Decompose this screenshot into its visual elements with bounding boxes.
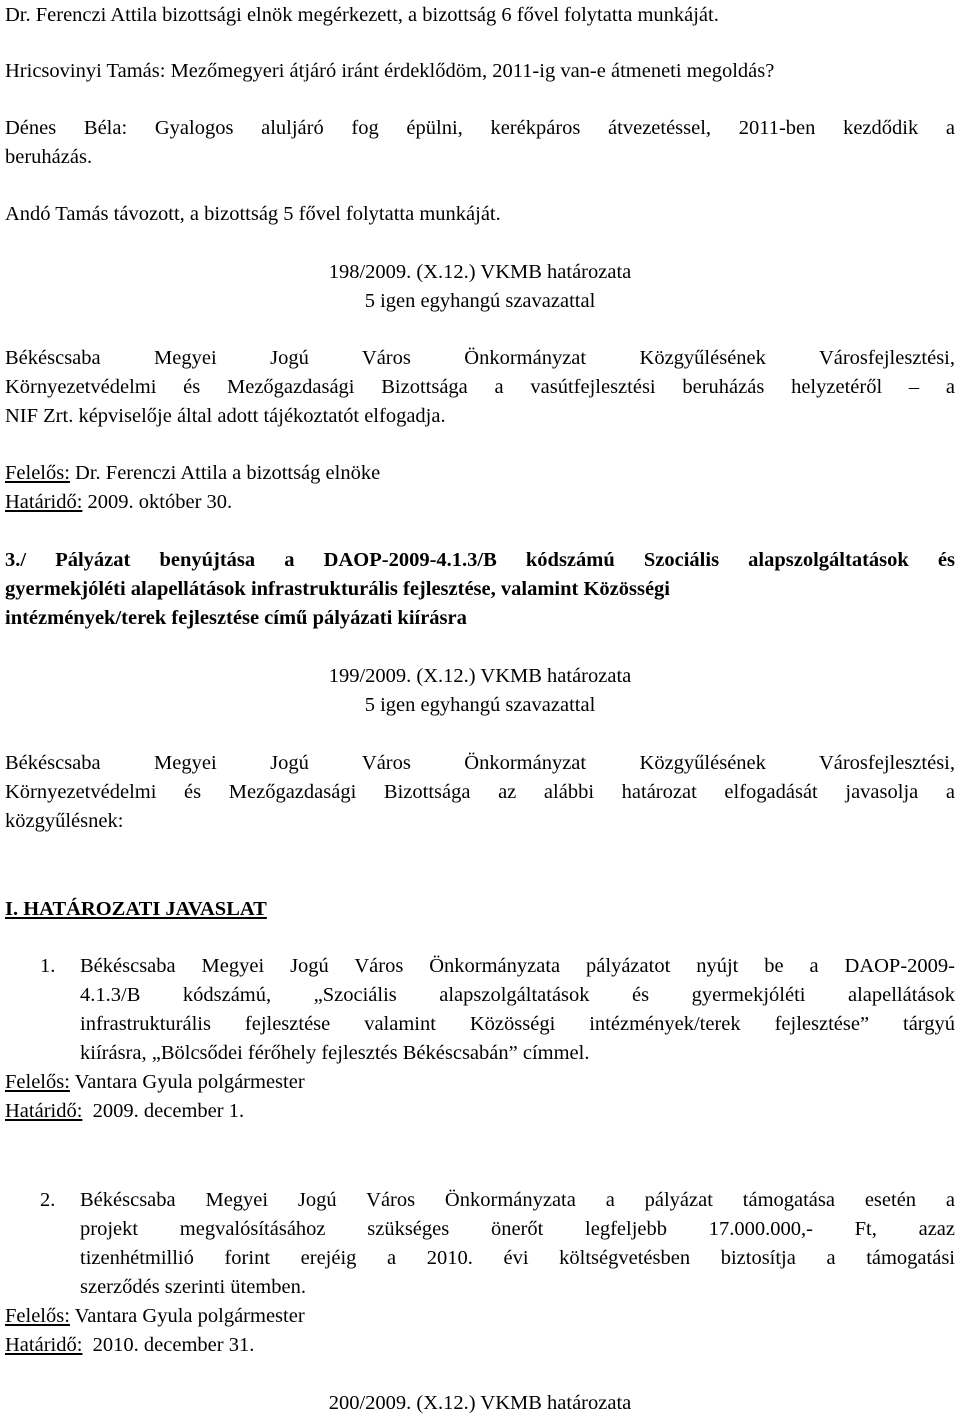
item-number: 2. (40, 1189, 56, 1211)
item-number: 1. (40, 955, 56, 977)
resolution-vote: 5 igen egyhangú szavazattal (364, 694, 596, 716)
proposal-heading (5, 897, 955, 921)
item-line: szerződés szerinti ütemben. (80, 1276, 306, 1298)
intro-line: Dr. Ferenczi Attila bizottsági elnök megérkezett, a bizottság 6 fővel folytatta munkáját. (5, 4, 719, 26)
deadline-line (5, 490, 955, 514)
deadline-label: Határidő: (5, 491, 83, 513)
responsible-line (5, 461, 955, 485)
item-line: projekt megvalósításához szükséges önerőt legfeljebb 17.000.000,- Ft, azaz (80, 1218, 955, 1240)
section-heading-line: gyermekjóléti alapellátások infrastrukturális fejlesztése, valamint Közösségi (5, 578, 670, 600)
responsible-label: Felelős: (5, 462, 70, 484)
resolution-body-line: NIF Zrt. képviselője által adott tájékoztatót elfogadja. (5, 405, 446, 427)
responsible-label: Felelős: (5, 1071, 70, 1093)
item-line: tizenhétmillió forint erejéig a 2010. évi költségvetésben biztosítja a támogatási (80, 1247, 955, 1269)
item-line: Békéscsaba Megyei Jogú Város Önkormányzata a pályázat támogatása esetén a (80, 1189, 955, 1211)
proposal-heading-text: I. HATÁROZATI JAVASLAT (5, 898, 267, 920)
item-line: infrastrukturális fejlesztése valamint Közösségi intézmények/terek fejlesztése” tárgyú (80, 1013, 955, 1035)
resolution-body-line: Környezetvédelmi és Mezőgazdasági Bizottsága az alábbi határozat elfogadását javasolja a (5, 781, 955, 803)
intro-line: Andó Tamás távozott, a bizottság 5 fővel folytatta munkáját. (5, 203, 501, 225)
resolution-title: 199/2009. (X.12.) VKMB határozata (328, 665, 632, 687)
intro-line: Dénes Béla: Gyalogos aluljáró fog épülni, kerékpáros átvezetéssel, 2011-ben kezdődik a (5, 117, 955, 139)
resolution-title: 200/2009. (X.12.) VKMB határozata (328, 1392, 632, 1414)
resolution-body-line: Környezetvédelmi és Mezőgazdasági Bizottsága a vasútfejlesztési beruházás helyzetéről – a (5, 376, 955, 398)
deadline-label: Határidő: (5, 1100, 83, 1122)
item-line: Békéscsaba Megyei Jogú Város Önkormányzata pályázatot nyújt be a DAOP-2009- (80, 955, 955, 977)
section-heading-line: intézmények/terek fejlesztése című pályázati kiírásra (5, 607, 467, 629)
responsible-label: Felelős: (5, 1305, 70, 1327)
resolution-vote: 5 igen egyhangú szavazattal (364, 290, 596, 312)
responsible-value: Dr. Ferenczi Attila a bizottság elnöke (69, 462, 381, 484)
intro-line: beruházás. (5, 146, 93, 168)
item-line: kiírásra, „Bölcsődei férőhely fejlesztés Békéscsabán” címmel. (80, 1042, 590, 1064)
responsible-value: Vantara Gyula polgármester (69, 1305, 305, 1327)
deadline-value: 2010. december 31. (82, 1334, 255, 1356)
resolution-body-line: Békéscsaba Megyei Jogú Város Önkormányzat Közgyűlésének Városfejlesztési, (5, 347, 955, 369)
deadline-value: 2009. december 1. (82, 1100, 245, 1122)
section-heading-line: 3./ Pályázat benyújtása a DAOP-2009-4.1.3/B kódszámú Szociális alapszolgáltatások és (5, 549, 955, 571)
responsible-line (5, 1070, 955, 1094)
resolution-body-line: közgyűlésnek: (5, 810, 124, 832)
deadline-line (5, 1099, 955, 1123)
resolution-body-line: Békéscsaba Megyei Jogú Város Önkormányzat Közgyűlésének Városfejlesztési, (5, 752, 955, 774)
resolution-title: 198/2009. (X.12.) VKMB határozata (328, 261, 632, 283)
deadline-label: Határidő: (5, 1334, 83, 1356)
responsible-line (5, 1304, 955, 1328)
intro-line: Hricsovinyi Tamás: Mezőmegyeri átjáró iránt érdeklődöm, 2011-ig van-e átmeneti megoldás? (5, 60, 775, 82)
deadline-value: 2009. október 30. (82, 491, 233, 513)
responsible-value: Vantara Gyula polgármester (69, 1071, 305, 1093)
deadline-line (5, 1333, 955, 1357)
item-line: 4.1.3/B kódszámú, „Szociális alapszolgáltatások és gyermekjóléti alapellátások (80, 984, 955, 1006)
